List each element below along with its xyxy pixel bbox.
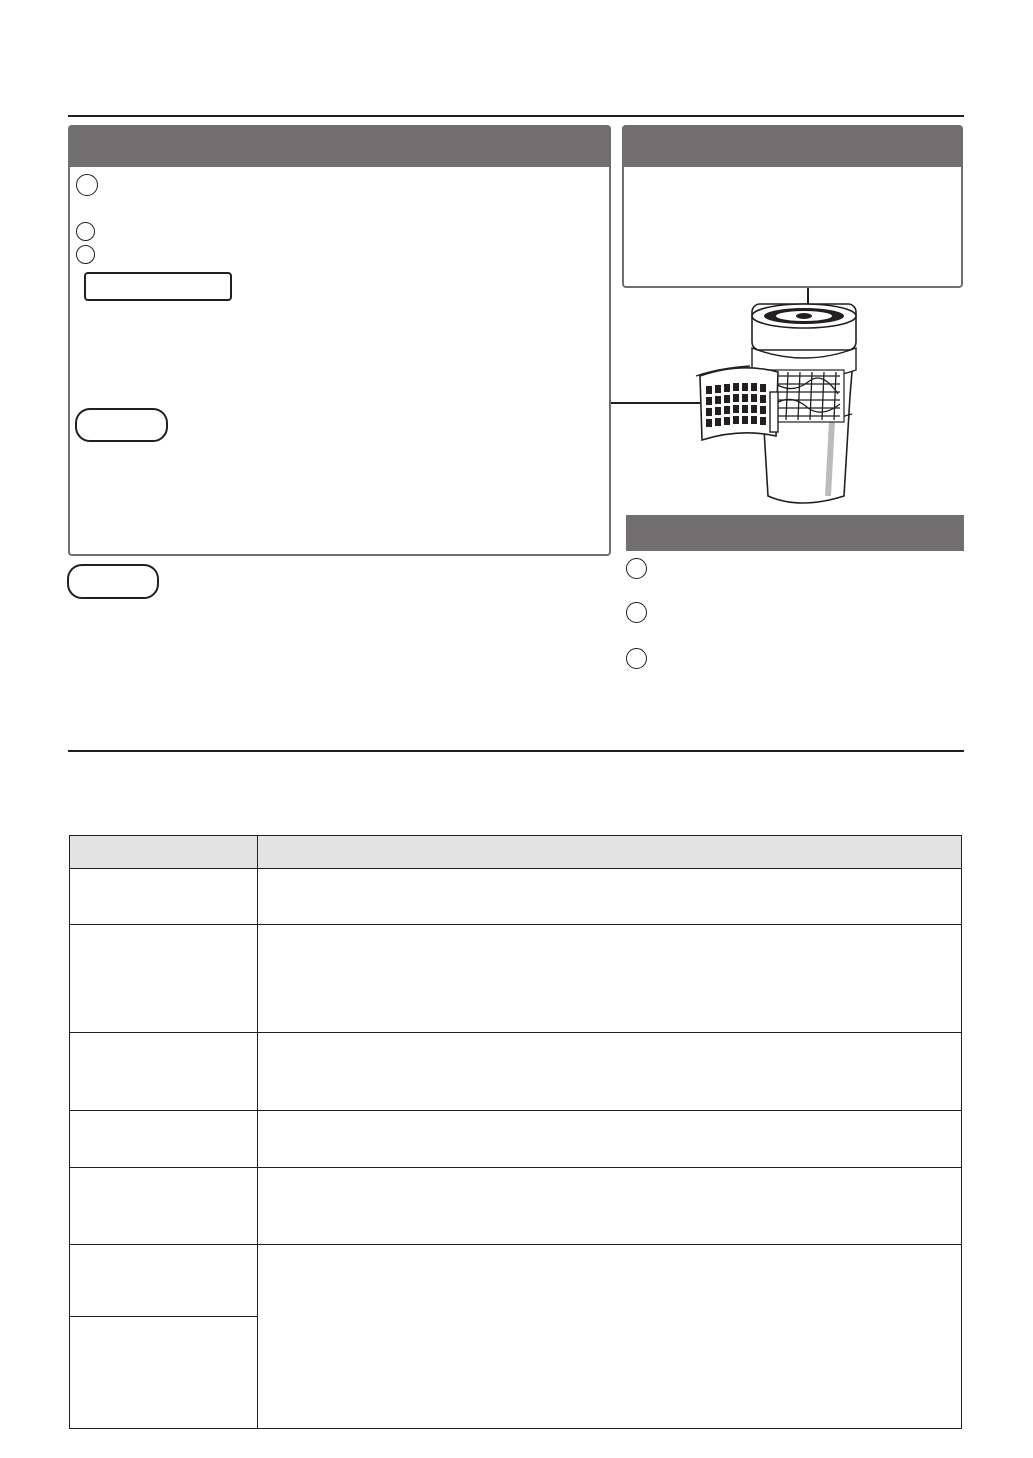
table-cell [70, 925, 258, 1033]
table-row [70, 1033, 962, 1111]
step-number-1-circle [76, 174, 98, 196]
table-cell [70, 1168, 258, 1245]
table-cell [258, 1111, 962, 1168]
table-header-cell [258, 836, 962, 869]
important-tag [84, 272, 232, 301]
section-divider [68, 750, 964, 752]
air-purifier-illustration-icon [690, 296, 870, 514]
step-number-2-circle [76, 222, 95, 241]
table-cell-merged [258, 1245, 962, 1429]
table-cell [258, 869, 962, 925]
table-header-row [70, 836, 962, 869]
top-right-info-panel-header [622, 125, 963, 167]
right-step-2-circle [626, 602, 647, 623]
table-cell [70, 1245, 258, 1317]
table-row [70, 1245, 962, 1317]
table-row [70, 1111, 962, 1168]
table-cell [70, 869, 258, 925]
table-row [70, 925, 962, 1033]
right-section-header [626, 515, 964, 551]
table-row [70, 869, 962, 925]
table-cell [258, 1033, 962, 1111]
table-cell [70, 1111, 258, 1168]
caution-tag [75, 408, 168, 442]
right-step-3-circle [626, 648, 647, 669]
right-step-1-circle [626, 558, 647, 579]
top-right-info-panel [622, 125, 963, 288]
table-cell [258, 925, 962, 1033]
filter-instructions-panel [68, 125, 611, 556]
table-cell [258, 1168, 962, 1245]
specifications-table [69, 835, 962, 1429]
table-cell [70, 1033, 258, 1111]
filter-instructions-panel-header [68, 125, 611, 167]
table-header-cell [70, 836, 258, 869]
note-tag [67, 564, 159, 599]
top-divider [68, 115, 964, 117]
step-number-3-circle [76, 245, 95, 264]
table-row [70, 1168, 962, 1245]
table-cell [70, 1317, 258, 1429]
